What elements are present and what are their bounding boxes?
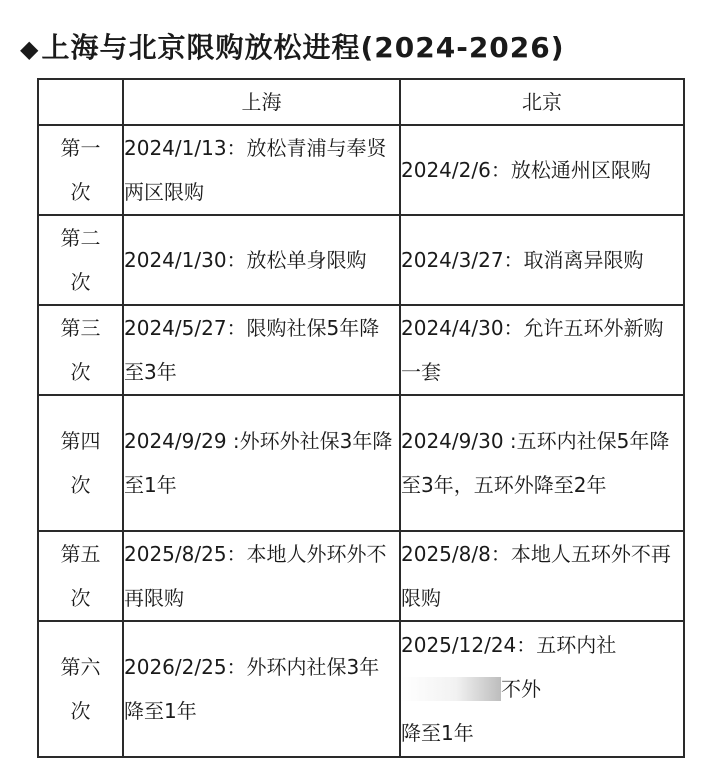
table-row [38, 305, 684, 395]
order-cell: 第三次 [38, 305, 123, 395]
order-cell: 第五次 [38, 531, 123, 621]
beijing-cell: 2024/4/30：允许五环外新购一套 [400, 305, 684, 395]
beijing-cell: 2024/3/27：取消离异限购 [400, 215, 684, 305]
header-cell-beijing: 北京 [400, 79, 684, 125]
table-header-row [38, 79, 684, 125]
table-row [38, 621, 684, 757]
header-cell-empty [38, 79, 123, 125]
order-cell: 第四次 [38, 395, 123, 531]
beijing-line-2: 不外 [401, 667, 683, 711]
beijing-cell: 2025/8/8：本地人五环外不再限购 [400, 531, 684, 621]
redacted-text [401, 677, 501, 701]
page-title: ◆上海与北京限购放松进程(2024-2026) [20, 31, 565, 64]
table-row [38, 215, 684, 305]
beijing-cell [400, 621, 684, 757]
shanghai-cell: 2024/1/13：放松青浦与奉贤两区限购 [123, 125, 400, 215]
header-cell-shanghai: 上海 [123, 79, 400, 125]
order-cell: 第一次 [38, 125, 123, 215]
shanghai-cell: 2026/2/25：外环内社保3年降至1年 [123, 621, 400, 757]
comparison-table [37, 78, 685, 758]
shanghai-cell: 2024/1/30：放松单身限购 [123, 215, 400, 305]
table-row [38, 531, 684, 621]
table-row [38, 395, 684, 531]
table-row [38, 125, 684, 215]
order-cell: 第六次 [38, 621, 123, 757]
order-cell: 第二次 [38, 215, 123, 305]
diamond-bullet-icon: ◆ [20, 35, 40, 63]
shanghai-cell: 2024/5/27：限购社保5年降至3年 [123, 305, 400, 395]
beijing-line-1: 2025/12/24：五环内社 [401, 633, 617, 657]
beijing-cell: 2024/9/30 :五环内社保5年降至3年，五环外降至2年 [400, 395, 684, 531]
shanghai-cell: 2024/9/29 :外环外社保3年降至1年 [123, 395, 400, 531]
beijing-cell: 2024/2/6：放松通州区限购 [400, 125, 684, 215]
shanghai-cell: 2025/8/25：本地人外环外不再限购 [123, 531, 400, 621]
beijing-line-3: 降至1年 [401, 721, 474, 745]
